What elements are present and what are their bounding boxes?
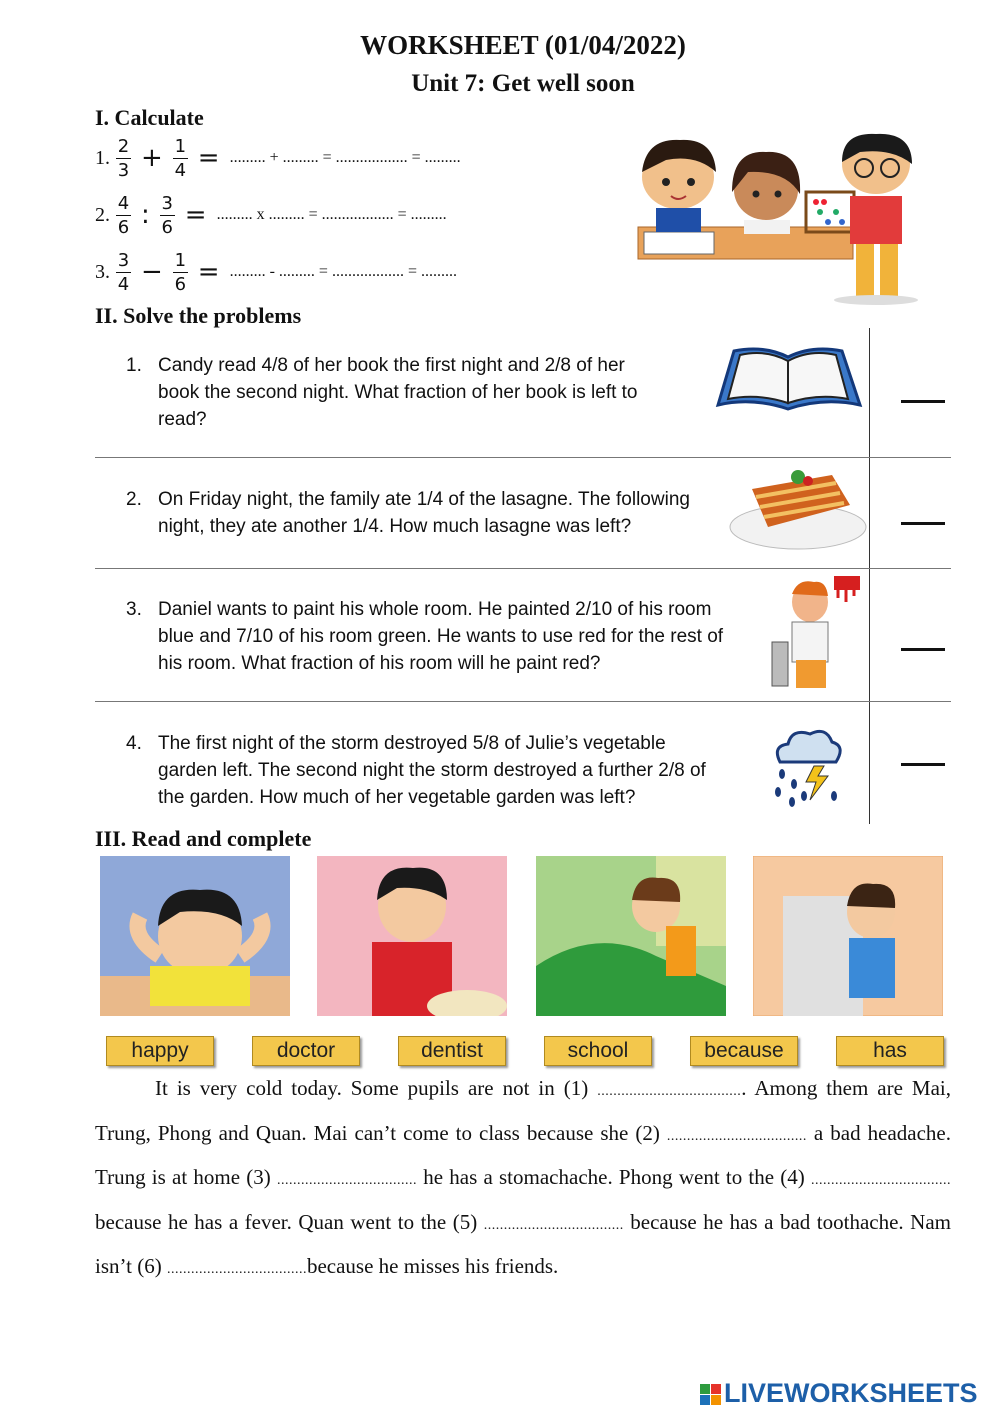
section-calculate-heading: I. Calculate xyxy=(95,105,204,130)
unit-title: Unit 7: Get well soon xyxy=(411,70,635,97)
answer-blank-3[interactable] xyxy=(901,648,945,651)
word-bank-because[interactable]: because xyxy=(690,1036,798,1066)
operator: + xyxy=(141,143,163,173)
word-bank-happy[interactable]: happy xyxy=(106,1036,214,1066)
toothache-picture xyxy=(753,856,943,1016)
blank-1[interactable]: .................................... xyxy=(597,1084,742,1099)
section-problems-heading: II. Solve the problems xyxy=(95,303,302,328)
answer-blank-4[interactable] xyxy=(901,763,945,766)
children-studying-illustration xyxy=(636,132,926,307)
blank-6[interactable]: ................................... xyxy=(166,1262,307,1278)
calc-number: 2. xyxy=(95,203,110,226)
word-bank-school[interactable]: school xyxy=(544,1036,652,1066)
word-bank-has[interactable]: has xyxy=(836,1036,944,1066)
problem-1: 1. Candy read 4/8 of her book the first night and 2/8 of her book the second night. What fraction of her book is left to read? xyxy=(126,355,638,430)
answer-blank-1[interactable] xyxy=(901,400,945,403)
reading-paragraph: It is very cold today. Some pupils are not in (1) ..................................... Among them are Mai, Trung, Phong and Quan. Mai can’t come to class because she (2) ................................... a bad headache. Trung is at home (3) ................................... he has a stomachache. Phong went to the (4) ................................... because he has a fever. Quan went to the (5) ................................... because he has a bad toothache. Nam isn’t (6) ...................................because he misses his friends. xyxy=(95,1076,952,1279)
headache-picture xyxy=(100,856,290,1016)
blank-3[interactable]: ................................... xyxy=(277,1173,417,1189)
problem-2: 2. On Friday night, the family ate 1/4 of the lasagne. The following night, they ate another 1/4. How much lasagne was left? xyxy=(126,489,690,537)
equals-sign: = xyxy=(197,143,220,173)
divider xyxy=(95,568,951,569)
lasagne-icon xyxy=(728,465,868,551)
storm-cloud-icon xyxy=(770,726,844,808)
logo-mark-icon xyxy=(700,1384,721,1405)
fraction: $\frac{3}{4}$ xyxy=(117,249,130,295)
calc-number: 1. xyxy=(95,146,110,169)
calc-number: 3. xyxy=(95,260,110,283)
problem-4: 4. The first night of the storm destroyed 5/8 of Julie’s vegetable garden left. The second night the storm destroyed a further 2/8 of the garden. How much of her vegetable garden was left? xyxy=(126,733,706,808)
painter-icon xyxy=(768,572,868,694)
fever-picture xyxy=(536,856,726,1016)
divider xyxy=(95,701,951,702)
equals-sign: = xyxy=(197,257,220,287)
worksheet-title: WORKSHEET (01/04/2022) xyxy=(360,30,686,60)
blank-2[interactable]: ................................... xyxy=(666,1128,807,1144)
liveworksheets-logo: LIVEWORKSHEETS xyxy=(700,1378,978,1409)
section-read-complete-heading: III. Read and complete xyxy=(95,826,312,851)
fraction: $\frac{4}{6}$ xyxy=(117,192,130,238)
fraction: $\frac{3}{6}$ xyxy=(161,192,173,238)
calc-answer-blanks[interactable]: ......... + ......... = .................. = ......... xyxy=(229,149,461,166)
equals-sign: = xyxy=(184,200,207,230)
open-book-icon xyxy=(714,345,864,415)
calc-row-3 xyxy=(95,242,457,302)
calc-row-1 xyxy=(95,128,461,188)
blank-4[interactable]: ................................... xyxy=(811,1173,952,1189)
word-bank-doctor[interactable]: doctor xyxy=(252,1036,360,1066)
fraction: $\frac{2}{3}$ xyxy=(117,135,130,181)
fraction: $\frac{1}{6}$ xyxy=(174,249,187,295)
fraction: $\frac{1}{4}$ xyxy=(174,135,187,181)
stomachache-picture xyxy=(317,856,507,1016)
problem-3: 3. Daniel wants to paint his whole room. He painted 2/10 of his room blue and 7/10 of his room green. He wants to use red for the rest of his room. What fraction of his room will he paint red? xyxy=(126,599,724,674)
answer-column-divider xyxy=(869,328,870,824)
operator: − xyxy=(141,257,163,287)
operator: : xyxy=(141,200,150,230)
blank-5[interactable]: ................................... xyxy=(483,1217,624,1233)
answer-blank-2[interactable] xyxy=(901,522,945,525)
calc-answer-blanks[interactable]: ......... x ......... = .................. = ......... xyxy=(216,206,447,223)
divider xyxy=(95,457,951,458)
calc-row-2 xyxy=(95,185,447,245)
word-bank-dentist[interactable]: dentist xyxy=(398,1036,506,1066)
calc-answer-blanks[interactable]: ......... - ......... = .................. = ......... xyxy=(229,263,457,280)
